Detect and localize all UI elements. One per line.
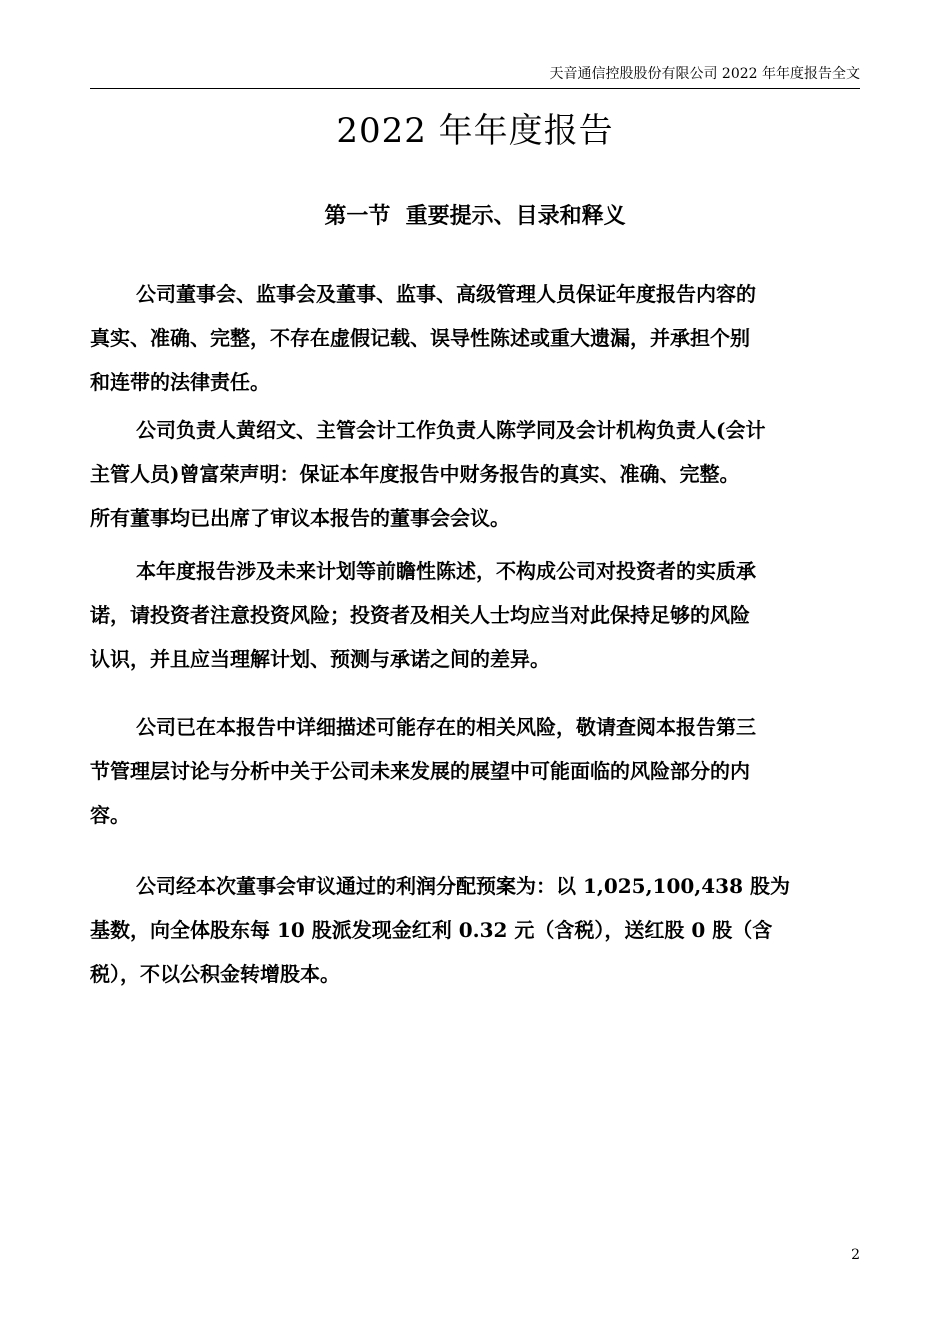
paragraph-line: 容。 [90,803,130,827]
paragraph-risk [90,705,860,837]
page-number: 2 [851,1247,860,1263]
paragraph-declaration [90,408,860,540]
paragraph-line: 节管理层讨论与分析中关于公司未来发展的展望中可能面临的风险部分的内 [90,759,750,783]
paragraph-line: 认识，并且应当理解计划、预测与承诺之间的差异。 [90,647,550,671]
running-header: 天音通信控股股份有限公司 2022 年年度报告全文 [549,66,860,82]
paragraph-line: 主管人员)曾富荣声明：保证本年度报告中财务报告的真实、准确、完整。 [90,462,740,486]
header-divider [90,88,860,89]
paragraph-profit-distribution [90,864,860,996]
paragraph-line: 基数，向全体股东每 10 股派发现金红利 0.32 元（含税），送红股 0 股（含 [90,918,773,942]
paragraph-line: 公司董事会、监事会及董事、监事、高级管理人员保证年度报告内容的 [136,282,756,306]
paragraph-line: 和连带的法律责任。 [90,370,270,394]
paragraph-line: 真实、准确、完整，不存在虚假记载、误导性陈述或重大遗漏，并承担个别 [90,326,750,350]
paragraph-line: 诺，请投资者注意投资风险；投资者及相关人士均应当对此保持足够的风险 [90,603,750,627]
section-heading: 第一节 重要提示、目录和释义 [324,204,626,229]
paragraph-forward-looking [90,549,860,681]
paragraph-responsibility [90,272,860,404]
paragraph-line: 公司已在本报告中详细描述可能存在的相关风险，敬请查阅本报告第三 [136,715,756,739]
paragraph-line: 公司经本次董事会审议通过的利润分配预案为：以 1,025,100,438 股为 [136,874,790,898]
paragraph-line: 税），不以公积金转增股本。 [90,962,340,986]
report-title: 2022 年年度报告 [336,111,614,151]
paragraph-line: 所有董事均已出席了审议本报告的董事会会议。 [90,506,510,530]
paragraph-line: 公司负责人黄绍文、主管会计工作负责人陈学同及会计机构负责人(会计 [136,418,766,442]
paragraph-line: 本年度报告涉及未来计划等前瞻性陈述，不构成公司对投资者的实质承 [136,559,756,583]
